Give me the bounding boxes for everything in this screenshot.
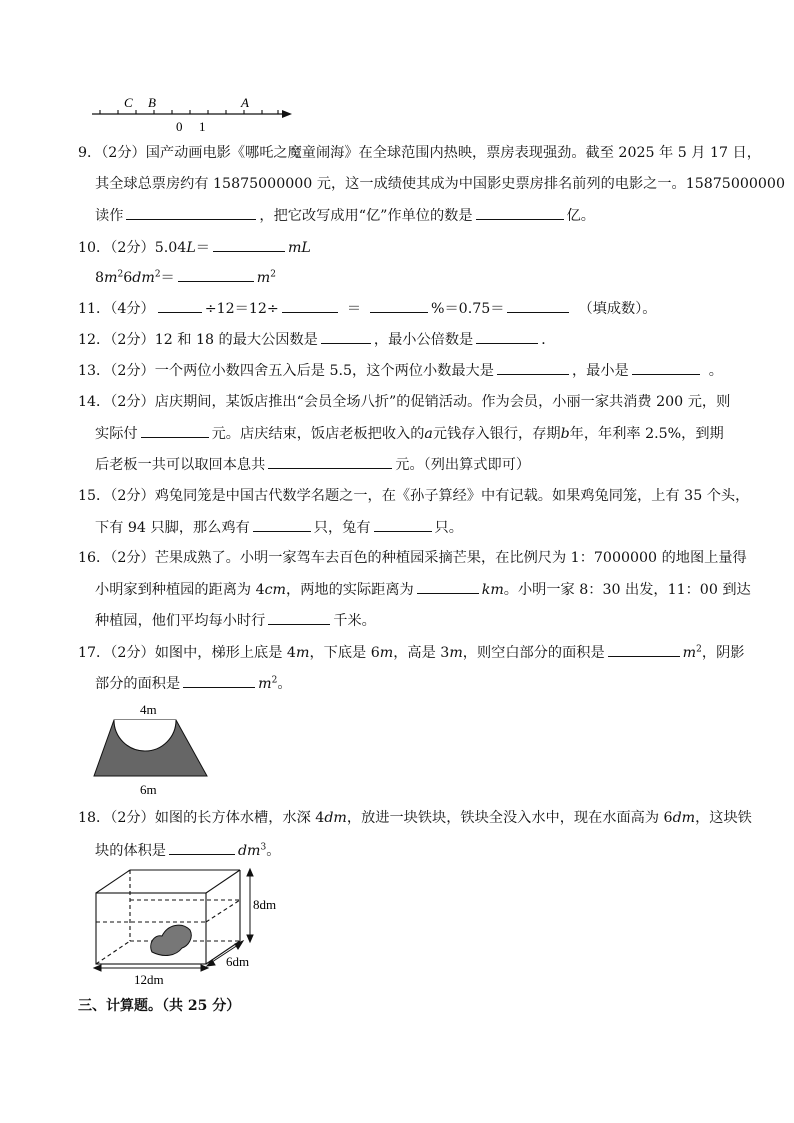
q18-sup-3: 3 bbox=[260, 842, 267, 853]
water-tank-figure bbox=[90, 864, 290, 989]
q13-number: 13．（2分） bbox=[78, 363, 155, 379]
q15-text2b: 只，兔有 bbox=[313, 520, 371, 536]
section-3-heading: 三、计算题。（共 25 分） bbox=[78, 998, 241, 1014]
q18-text1b: ，放进一块铁块，铁块全没入水中，现在水面高为 6 bbox=[346, 810, 673, 826]
q12-part1: 12 和 18 的最大公因数是 bbox=[154, 332, 318, 348]
q10-sup-a: 2 bbox=[117, 269, 124, 280]
q11-number: 11．（4分） bbox=[78, 301, 155, 317]
q11-answer-blank-4[interactable] bbox=[507, 298, 569, 313]
q17-text2a: 部分的面积是 bbox=[95, 676, 181, 692]
q10-b-dm: dm bbox=[132, 270, 155, 286]
q15-line2 bbox=[95, 517, 463, 538]
q17-answer-blank-2[interactable] bbox=[183, 673, 255, 688]
q17-line1 bbox=[78, 642, 744, 663]
q10-b-unit: m bbox=[256, 270, 271, 286]
q11-answer-blank-2[interactable] bbox=[282, 298, 338, 313]
q15-text2c: 只。 bbox=[434, 520, 463, 536]
q14-var-b: b bbox=[560, 426, 570, 442]
q16-text2a: 小明家到种植园的距离为 4 bbox=[95, 582, 265, 598]
q12-part3: ． bbox=[541, 332, 556, 348]
q16-text2b: ，两地的实际距离为 bbox=[286, 582, 414, 598]
tank-width-label: 6dm bbox=[226, 954, 250, 969]
q10-a-value: 5.04 bbox=[154, 240, 187, 256]
q10-b-value1: 8 bbox=[95, 270, 105, 286]
q11-line bbox=[78, 298, 657, 319]
q12-answer-blank-1[interactable] bbox=[321, 329, 371, 344]
q18-text1a: 如图的长方体水槽，水深 4 bbox=[154, 810, 325, 826]
q10-b-m: m bbox=[104, 270, 118, 286]
q14-answer-blank-2[interactable] bbox=[268, 454, 392, 469]
q17-text1e: ，阴影 bbox=[701, 645, 745, 661]
q17-text2b: 。 bbox=[277, 676, 292, 692]
q16-text3a: 种植园，他们平均每小时行 bbox=[95, 613, 266, 629]
q17-unit-m-1: m bbox=[295, 645, 310, 661]
q14-text3a: 后老板一共可以取回本息共 bbox=[95, 457, 266, 473]
tank-length-label: 12dm bbox=[134, 972, 164, 987]
q10-a-eq: ＝ bbox=[195, 240, 210, 256]
q17-text1a: 如图中，梯形上底是 4 bbox=[154, 645, 296, 661]
q14-text1: 店庆期间，某饭店推出“会员全场八折”的促销活动。作为会员，小丽一家共消费 200 元，则 bbox=[154, 394, 731, 410]
q14-text2d: 年，年利率 2.5%，到期 bbox=[569, 426, 724, 442]
q13-line bbox=[78, 360, 723, 381]
q18-unit-dm-3: dm bbox=[237, 843, 261, 859]
q10-answer-blank-1[interactable] bbox=[213, 237, 285, 252]
q15-answer-blank-1[interactable] bbox=[253, 517, 311, 532]
trapezoid-top-label: 4m bbox=[140, 702, 157, 717]
q9-text3b: ，把它改写成用“亿”作单位的数是 bbox=[259, 208, 473, 224]
q10-answer-blank-2[interactable] bbox=[178, 267, 254, 282]
q11-part4: （填成数）。 bbox=[578, 301, 657, 317]
iron-block-shape bbox=[151, 925, 192, 955]
q18-unit-dm-2: dm bbox=[672, 810, 696, 826]
q15-number: 15．（2分） bbox=[78, 488, 155, 504]
q11-part3: %＝0.75＝ bbox=[431, 301, 505, 317]
q18-line1 bbox=[78, 808, 752, 828]
q18-text2b: 。 bbox=[266, 843, 281, 859]
q14-var-a: a bbox=[424, 426, 433, 442]
q13-part1: 一个两位小数四舍五入后是 5.5，这个两位小数最大是 bbox=[154, 363, 494, 379]
q12-line bbox=[78, 329, 555, 350]
q16-text1: 芒果成熟了。小明一家驾车去百色的种植园采摘芒果，在比例尺为 1：7000000 的地图上量得 bbox=[154, 550, 747, 566]
q17-sup-2: 2 bbox=[271, 675, 278, 686]
q10-sup-c: 2 bbox=[270, 269, 276, 280]
q12-answer-blank-2[interactable] bbox=[476, 329, 538, 344]
q14-number: 14．（2分） bbox=[78, 394, 155, 410]
q16-text2c: 。小明一家 8：30 出发，11：00 到达 bbox=[503, 582, 751, 598]
q9-text3a: 读作 bbox=[95, 208, 124, 224]
q16-line2 bbox=[95, 579, 751, 600]
q16-unit-km: km bbox=[481, 582, 504, 598]
q10-line2 bbox=[95, 267, 276, 288]
q17-unit-m-3: m bbox=[449, 645, 463, 661]
point-label-b: B bbox=[148, 95, 156, 110]
trapezoid-bottom-label: 6m bbox=[140, 782, 157, 797]
q13-part3: 。 bbox=[708, 363, 723, 379]
q10-line1 bbox=[78, 237, 311, 258]
q9-answer-blank-2[interactable] bbox=[476, 205, 564, 220]
q15-answer-blank-2[interactable] bbox=[374, 517, 432, 532]
q18-text2a: 块的体积是 bbox=[95, 843, 166, 859]
q17-line2 bbox=[95, 673, 292, 694]
q14-answer-blank-1[interactable] bbox=[141, 423, 209, 438]
q14-line1 bbox=[78, 392, 730, 412]
point-label-a: A bbox=[241, 95, 249, 110]
q17-unit-m-2: m bbox=[379, 645, 394, 661]
q16-answer-blank-2[interactable] bbox=[268, 610, 330, 625]
q11-answer-blank-1[interactable] bbox=[158, 298, 202, 313]
q9-number: 9．（2分） bbox=[78, 145, 146, 161]
q18-unit-dm-1: dm bbox=[324, 810, 347, 826]
q10-number: 10．（2分） bbox=[78, 240, 155, 256]
q14-text2c: 元钱存入银行，存期 bbox=[432, 426, 561, 442]
q18-answer-blank[interactable] bbox=[169, 840, 235, 855]
q14-text3b: 元。（列出算式即可） bbox=[395, 457, 531, 473]
q14-line2 bbox=[95, 423, 724, 444]
q11-answer-blank-3[interactable] bbox=[370, 298, 428, 313]
q17-sup-1: 2 bbox=[696, 644, 702, 655]
q10-sup-b: 2 bbox=[154, 269, 161, 280]
trapezoid-figure bbox=[90, 700, 220, 800]
q9-text3c: 亿。 bbox=[566, 208, 595, 224]
q17-text1d: ，则空白部分的面积是 bbox=[462, 645, 605, 661]
q10-a-unit2: mL bbox=[287, 240, 311, 256]
tick-label-0: 0 bbox=[176, 119, 183, 134]
q10-b-eq: ＝ bbox=[160, 270, 175, 286]
q14-text2a: 实际付 bbox=[95, 426, 138, 442]
point-label-c: C bbox=[124, 95, 133, 110]
q9-line2: 其全球总票房约有 15875000000 元，这一成绩使其成为中国影史票房排名前列的电影之一。15875000000 bbox=[95, 176, 785, 192]
q16-number: 16．（2分） bbox=[78, 550, 155, 566]
q15-line1 bbox=[78, 486, 749, 506]
q9-answer-blank-1[interactable] bbox=[126, 205, 256, 220]
q9-line1 bbox=[78, 143, 761, 163]
q16-unit-cm: cm bbox=[264, 582, 287, 598]
q17-text1b: ，下底是 6 bbox=[309, 645, 380, 661]
q14-text2b: 元。店庆结束，饭店老板把收入的 bbox=[211, 426, 425, 442]
q10-b-value2: 6 bbox=[123, 270, 133, 286]
q16-answer-blank-1[interactable] bbox=[417, 579, 479, 594]
number-line-figure bbox=[88, 92, 298, 134]
q13-answer-blank-1[interactable] bbox=[497, 360, 569, 375]
q10-a-unit1: L bbox=[186, 240, 196, 256]
q11-part1: ÷12＝12÷ bbox=[204, 301, 279, 317]
q14-line3 bbox=[95, 454, 530, 475]
q17-unit-m-4: m bbox=[682, 645, 697, 661]
q17-unit-m-5: m bbox=[258, 676, 272, 692]
q15-text2a: 下有 94 只脚，那么鸡有 bbox=[95, 520, 250, 536]
q16-line1 bbox=[78, 548, 747, 568]
q15-text1: 鸡兔同笼是中国古代数学名题之一，在《孙子算经》中有记载。如果鸡兔同笼，上有 35 个头， bbox=[154, 488, 750, 504]
q9-text1: 国产动画电影《哪吒之魔童闹海》在全球范围内热映，票房表现强劲。截至 2025 年 5 月 17 日， bbox=[145, 145, 761, 161]
q16-text3b: 千米。 bbox=[333, 613, 376, 629]
tank-height-label: 8dm bbox=[253, 897, 277, 912]
q13-answer-blank-2[interactable] bbox=[632, 360, 700, 375]
q18-text1c: ，这块铁 bbox=[695, 810, 752, 826]
q12-part2: ，最小公倍数是 bbox=[373, 332, 474, 348]
q17-text1c: ，高是 3 bbox=[393, 645, 450, 661]
q17-answer-blank-1[interactable] bbox=[608, 642, 680, 657]
q18-line2 bbox=[95, 840, 280, 861]
q18-number: 18．（2分） bbox=[78, 810, 155, 826]
q16-line3 bbox=[95, 610, 376, 631]
q13-part2: ，最小是 bbox=[571, 363, 629, 379]
q9-line3 bbox=[95, 205, 595, 226]
tick-label-1: 1 bbox=[199, 119, 206, 134]
q17-number: 17．（2分） bbox=[78, 645, 155, 661]
q11-part2: ＝ bbox=[346, 301, 362, 317]
q12-number: 12．（2分） bbox=[78, 332, 155, 348]
